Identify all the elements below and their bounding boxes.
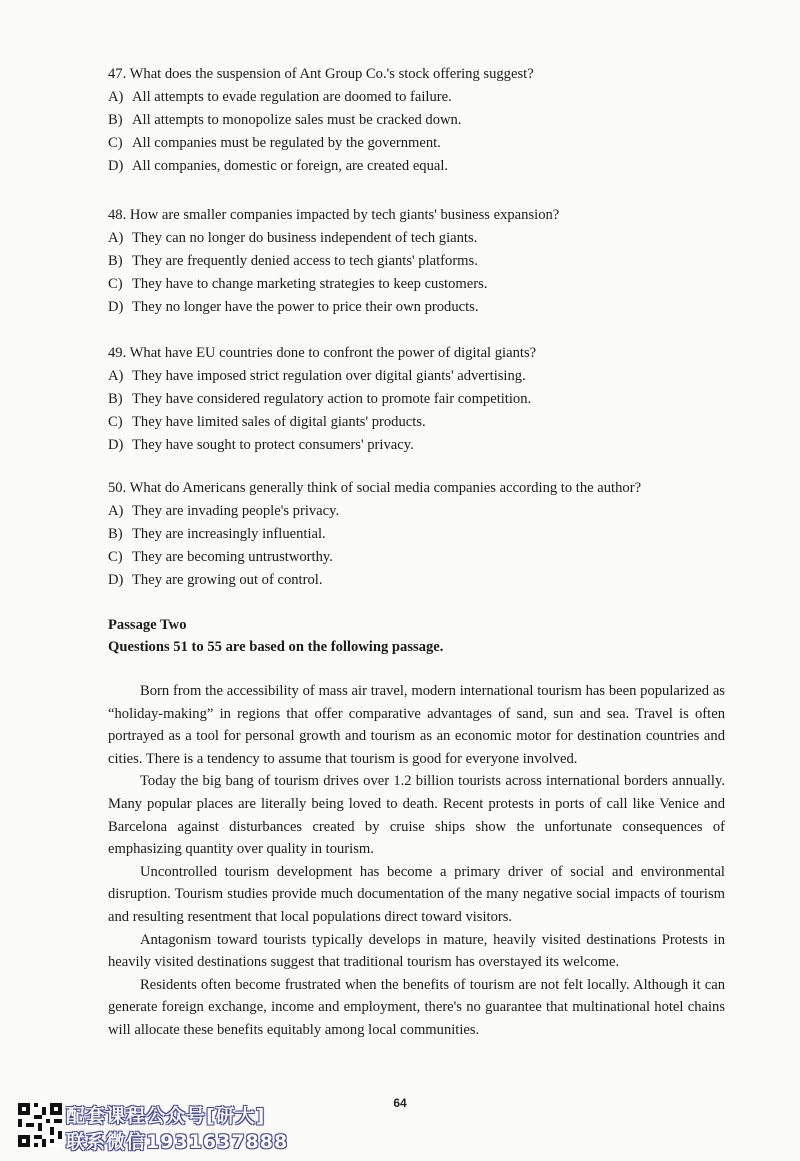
watermark bbox=[18, 1103, 318, 1153]
option-b bbox=[108, 523, 728, 546]
option-text: They are becoming untrustworthy. bbox=[132, 549, 333, 565]
option-text: They are frequently denied access to tech giants' platforms. bbox=[132, 253, 478, 269]
option-text: They can no longer do business independent of tech giants. bbox=[132, 230, 478, 246]
option-letter: C) bbox=[108, 276, 123, 292]
qr-code-icon bbox=[18, 1103, 62, 1147]
option-letter: C) bbox=[108, 414, 123, 430]
option-letter: C) bbox=[108, 135, 123, 151]
option-letter: D) bbox=[108, 572, 124, 588]
passage-paragraph: Uncontrolled tourism development has become a primary driver of social and environmental disruption. Tourism studies provide much documentation of the many negative social impacts of tourism and resulting resentment that local populations direct toward visitors. bbox=[108, 863, 725, 925]
option-text: They have sought to protect consumers' privacy. bbox=[132, 437, 414, 453]
passage-paragraph: Today the big bang of tourism drives over 1.2 billion tourists across international borders annually. Many popular places are literally being loved to death. Recent protests in ports of call like Venice and Barcelona against disturbances created by cruise ships show the unfortunate consequences of emphasizing quantity over quality in tourism. bbox=[108, 773, 725, 858]
option-a bbox=[108, 86, 728, 109]
option-d bbox=[108, 434, 728, 457]
question-49 bbox=[108, 342, 728, 457]
option-d bbox=[108, 296, 728, 319]
option-letter: D) bbox=[108, 299, 124, 315]
option-a bbox=[108, 500, 728, 523]
option-c bbox=[108, 273, 728, 296]
passage-paragraph: Born from the accessibility of mass air travel, modern international tourism has been popularized as “holiday-making” in regions that offer comparative advantages of sand, sun and sea. Travel is often portrayed as a tool for personal growth and tourism as an economic motor for destination countries and cities. There is a tendency to assume that tourism is good for everyone involved. bbox=[108, 683, 725, 767]
watermark-line-2: 联系微信1931637888 bbox=[66, 1131, 289, 1153]
option-letter: B) bbox=[108, 526, 123, 542]
option-c bbox=[108, 411, 728, 434]
question-stem: 50. What do Americans generally think of social media companies according to the author? bbox=[108, 480, 642, 496]
option-text: All attempts to evade regulation are doomed to failure. bbox=[132, 89, 452, 105]
option-text: They are growing out of control. bbox=[132, 572, 323, 588]
option-b bbox=[108, 109, 728, 132]
option-b bbox=[108, 250, 728, 273]
option-text: They have to change marketing strategies to keep customers. bbox=[132, 276, 488, 292]
question-47 bbox=[108, 63, 728, 178]
option-letter: A) bbox=[108, 503, 124, 519]
option-letter: C) bbox=[108, 549, 123, 565]
option-text: They are increasingly influential. bbox=[132, 526, 326, 542]
option-a bbox=[108, 227, 728, 250]
option-text: They have limited sales of digital giants' products. bbox=[132, 414, 426, 430]
option-letter: A) bbox=[108, 230, 124, 246]
option-text: They have imposed strict regulation over digital giants' advertising. bbox=[132, 368, 526, 384]
option-c bbox=[108, 546, 728, 569]
passage-title: Passage Two bbox=[108, 617, 187, 633]
option-letter: D) bbox=[108, 158, 124, 174]
option-text: They are invading people's privacy. bbox=[132, 503, 340, 519]
option-d bbox=[108, 569, 728, 592]
question-stem: 47. What does the suspension of Ant Group Co.'s stock offering suggest? bbox=[108, 66, 534, 82]
question-50 bbox=[108, 477, 728, 592]
option-a bbox=[108, 365, 728, 388]
question-48 bbox=[108, 204, 728, 319]
passage-paragraph: Residents often become frustrated when the benefits of tourism are not felt locally. Although it can generate foreign exchange, income and employment, there's no guarantee that multinational hotel chains will allocate these benefits equitably among local communities. bbox=[108, 976, 725, 1038]
option-text: All companies must be regulated by the government. bbox=[132, 135, 441, 151]
page-number: 64 bbox=[393, 1096, 407, 1110]
question-stem: 48. How are smaller companies impacted by tech giants' business expansion? bbox=[108, 207, 560, 223]
option-letter: B) bbox=[108, 391, 123, 407]
passage-instruction: Questions 51 to 55 are based on the following passage. bbox=[108, 639, 444, 655]
option-letter: B) bbox=[108, 112, 123, 128]
passage-body bbox=[108, 680, 725, 1042]
passage-header bbox=[108, 614, 728, 658]
option-text: All companies, domestic or foreign, are created equal. bbox=[132, 158, 449, 174]
option-letter: D) bbox=[108, 437, 124, 453]
passage-paragraph: Antagonism toward tourists typically develops in mature, heavily visited destinations Protests in heavily visited destinations suggest that traditional tourism has overstayed its welcome. bbox=[108, 931, 725, 971]
option-d bbox=[108, 155, 728, 178]
question-stem: 49. What have EU countries done to confront the power of digital giants? bbox=[108, 345, 537, 361]
option-text: They no longer have the power to price their own products. bbox=[132, 299, 479, 315]
option-text: All attempts to monopolize sales must be cracked down. bbox=[132, 112, 462, 128]
option-letter: A) bbox=[108, 89, 124, 105]
watermark-line-1: 配套课程公众号[研大] bbox=[66, 1105, 266, 1127]
option-letter: A) bbox=[108, 368, 124, 384]
option-b bbox=[108, 388, 728, 411]
option-c bbox=[108, 132, 728, 155]
option-letter: B) bbox=[108, 253, 123, 269]
option-text: They have considered regulatory action to promote fair competition. bbox=[132, 391, 532, 407]
